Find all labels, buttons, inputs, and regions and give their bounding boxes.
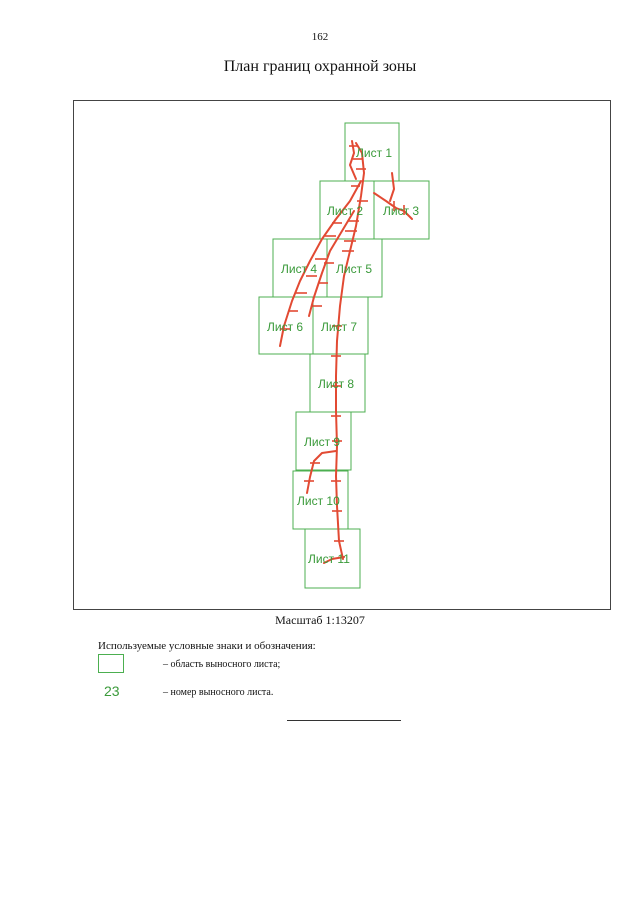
- sheet-label: Лист 7: [321, 320, 358, 334]
- map-scale: Масштаб 1:13207: [275, 613, 365, 627]
- sheet-label: Лист 5: [336, 262, 373, 276]
- sheet-label: Лист 10: [297, 494, 340, 508]
- map-frame: [73, 100, 611, 610]
- sheet-labels: [267, 146, 419, 566]
- sheet-label: Лист 1: [356, 146, 393, 160]
- sheet-label: Лист 3: [383, 204, 420, 218]
- legend-sheet-number-symbol: 23: [104, 683, 120, 699]
- sheet-label: Лист 8: [318, 377, 355, 391]
- legend-title: Используемые условные знаки и обозначения:: [98, 640, 316, 652]
- map-canvas: [74, 101, 612, 611]
- divider-line: [287, 720, 401, 721]
- legend-sheet-number-text: – номер выносного листа.: [163, 687, 274, 698]
- legend-sheet-area-symbol: [98, 654, 124, 673]
- sheet-label: Лист 6: [267, 320, 304, 334]
- sheet-label: Лист 4: [281, 262, 318, 276]
- page-title: План границ охранной зоны: [223, 58, 417, 75]
- legend-sheet-area-text: – область выносного листа;: [163, 659, 281, 670]
- sheet-grid: [259, 123, 429, 588]
- page-number: 162: [311, 31, 329, 43]
- sheet-label: Лист 9: [304, 435, 341, 449]
- sheet-label: Лист 11: [308, 552, 350, 566]
- sheet-label: Лист 2: [327, 204, 364, 218]
